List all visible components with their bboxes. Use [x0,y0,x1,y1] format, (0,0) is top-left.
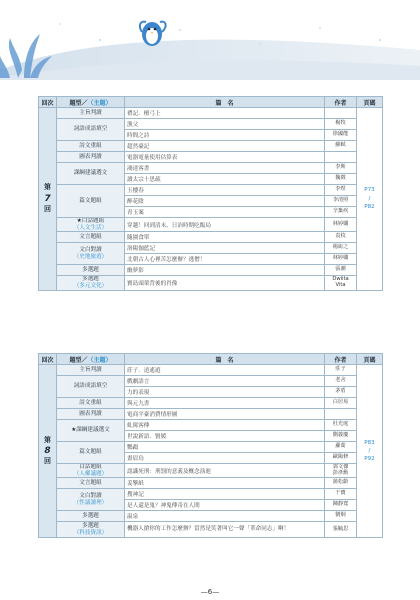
author-name: 白居易 [325,398,357,409]
question-type-cell [57,478,125,489]
unit-number-cell [39,365,57,538]
article-title: 與元九書 [125,398,325,409]
table-row [39,376,383,387]
header-author: 作者 [325,354,357,365]
author-name [325,108,357,119]
unit-label [39,436,56,467]
author-name: 袁枚 [325,232,357,243]
article-title: 洛陽伽藍記 [125,243,325,254]
article-title: 認識死刑：刑罰的意義及概念演進 [125,464,325,478]
article-title: 鸚鵡 [125,442,325,453]
question-type: 詞語成語填空 [73,383,108,390]
page-range-cell: P73 / P82 [357,108,383,291]
unit-label-top: 第 [44,183,51,192]
author-name: 林婷嫻 [325,218,357,232]
question-type: 圖表判讀 [79,153,102,160]
question-type: 白話題組 [79,464,102,470]
topic-label: （人文生活） [73,224,108,231]
article-title: 戲劇語言 [125,376,325,387]
article-title: 穿越！回到清末、日治時期吃飯局 [125,218,325,232]
header-page: 頁碼 [357,97,383,108]
header-title: 篇 名 [125,354,325,365]
article-title: 禮記．檀弓上 [125,108,325,119]
author-name: 李清照 [325,196,357,207]
table-row [39,365,383,376]
table-row [39,265,383,276]
question-type: 多選題 [82,513,99,520]
author-name: 魏徵 [325,174,357,185]
table-row [39,442,383,453]
article-title: 寶島頭架背後的肖像 [125,276,325,290]
table-row [39,163,383,174]
article-title: 姜擎紙 [125,478,325,489]
unit-8-table [38,353,383,538]
article-title: 温泉 [125,511,325,522]
author-name: 蘿蔔 [325,442,357,453]
question-type-cell [57,398,125,409]
author-name: 莊子 [325,365,357,376]
author-name: 林婷嫻 [325,254,357,265]
unit-number-cell [39,108,57,291]
table-row [39,276,383,290]
table-row [39,141,383,152]
article-title: 虬髯客傳 [125,420,325,431]
question-type: 多選題 [82,267,99,274]
author-name: 劉炯 [325,511,357,522]
author-name [325,152,357,163]
author-name: 楊牧 [325,119,357,130]
unit-number: 7 [44,193,51,204]
question-type-cell [57,141,125,152]
question-type-cell [57,232,125,243]
topic-label: （史地旅遊） [73,253,108,260]
article-title: 北朝古人心裡苦怎麼辦？逃僧！ [125,254,325,265]
author-name: 辛棄疾 [325,207,357,218]
article-title: 青玉案 [125,207,325,218]
article-title: 世說新語．賢媛 [125,431,325,442]
table-row [39,218,383,232]
unit-7-table [38,96,383,291]
question-type-cell [57,376,125,398]
question-type: 詩文重組 [79,399,102,406]
table-row [39,409,383,420]
author-name: 徐國能 [325,130,357,141]
article-title: 超然臺記 [125,141,325,152]
question-type: 詞語成語填空 [73,126,108,133]
question-type: 篇文題組 [79,449,102,456]
author-name: 郭文傑 彭彥勳 [325,464,357,478]
table-row [39,108,383,119]
header-title: 篇 名 [125,97,325,108]
table-row [39,522,383,538]
article-title: 搜神記 [125,489,325,500]
author-name: 張毓思 [325,522,357,538]
unit-label-bottom: 回 [44,457,51,466]
author-name: 張潮 [325,265,357,276]
question-type-cell [57,522,125,538]
unit-label [39,183,56,214]
header-page: 頁碼 [357,354,383,365]
question-type-cell [57,442,125,464]
header-type: 題型／（主題） [57,354,125,365]
table-row [39,232,383,243]
table-header-row [39,354,383,365]
topic-label: （性議讀理） [73,499,108,506]
article-title: 力的表現 [125,387,325,398]
question-type-cell [57,365,125,376]
question-type: 圖表判讀 [79,410,102,417]
article-title: 鴻達客書 [125,163,325,174]
article-title: 幽夢影 [125,265,325,276]
question-type-cell [57,409,125,420]
author-name: 干寶 [325,489,357,500]
question-type-cell [57,152,125,163]
winter-scene-icon [0,0,420,80]
table-row [39,420,383,431]
question-type: 文言題組 [79,234,102,241]
author-name: 陳靜寬 [325,500,357,511]
author-name: 蒲松齡 [325,478,357,489]
article-title: 玉樓春 [125,185,325,196]
table-row [39,185,383,196]
article-title: 漁父 [125,119,325,130]
table-row [39,464,383,478]
question-type-cell [57,185,125,218]
topic-label: （人權議題） [73,470,108,477]
author-name: 劉義慶 [325,431,357,442]
author-name: 茅盾 [325,387,357,398]
question-type-cell [57,119,125,141]
table-row [39,489,383,500]
topic-label: （科技資訊） [73,529,108,536]
question-type-cell [57,464,125,478]
unit-label-top: 第 [44,435,51,444]
table-row [39,243,383,254]
page-number: —6— [200,588,220,596]
question-type-cell [57,489,125,511]
question-type: ★課綱建議選文 [71,427,110,434]
question-type: 詩文重組 [79,142,102,149]
article-title: 時間之詩 [125,130,325,141]
author-name: 楊衒之 [325,243,357,254]
table-row [39,478,383,489]
banner-illustration [0,0,420,80]
question-type-cell [57,163,125,185]
header-no: 回次 [39,354,57,365]
header-type: 題型／（主題） [57,97,125,108]
question-type: 文言題組 [79,480,102,487]
question-type-cell [57,511,125,522]
author-name: 蘇軾 [325,141,357,152]
article-title: 讀太宗十思疏 [125,174,325,185]
question-type: 多選題 [82,523,99,530]
question-type: 主旨判讀 [79,109,102,116]
question-type: 主旨判讀 [79,366,102,373]
question-type: 篇文題組 [79,197,102,204]
article-title: 畫眉鳥 [125,453,325,464]
author-name: 老舍 [325,376,357,387]
article-title: 莊子．逍遙遊 [125,365,325,376]
author-name: 歐陽修 [325,453,357,464]
unit-label-bottom: 回 [44,204,51,213]
question-type-cell [57,243,125,265]
author-name: 李煜 [325,185,357,196]
question-type-cell [57,420,125,442]
page-range-cell: P83 / P92 [357,365,383,538]
article-title: 醉花陰 [125,196,325,207]
topic-label: （多元文化） [73,283,108,290]
table-row [39,511,383,522]
table-row [39,119,383,130]
author-name: 李斯 [325,163,357,174]
question-type-cell [57,108,125,119]
question-type-cell [57,276,125,290]
question-type: ★白話題組 [76,218,105,224]
author-name [325,409,357,420]
table-row [39,152,383,163]
table-header-row [39,97,383,108]
question-type: 文白對讀 [79,247,102,254]
header-no: 回次 [39,97,57,108]
article-title: 隨園食單 [125,232,325,243]
table-row [39,398,383,409]
author-name: 杜光庭 [325,420,357,431]
article-title: 電器電量使用估算表 [125,152,325,163]
header-author: 作者 [325,97,357,108]
question-type-cell [57,218,125,232]
author-name: Dwiita Vita [325,276,357,290]
article-title: 電商平臺消費情形圖 [125,409,325,420]
unit-number: 8 [44,446,51,457]
question-type: 多選題 [82,276,99,283]
question-type-cell [57,265,125,276]
article-title: 機器人搶你的工作怎麼辦？當然是笑著叫它一聲「革命同志」啊！ [125,522,325,538]
question-type: 課綱建議選文 [73,170,108,177]
question-type: 文白對讀 [79,493,102,500]
article-title: 是人還是鬼？神鬼傳奇在人間 [125,500,325,511]
